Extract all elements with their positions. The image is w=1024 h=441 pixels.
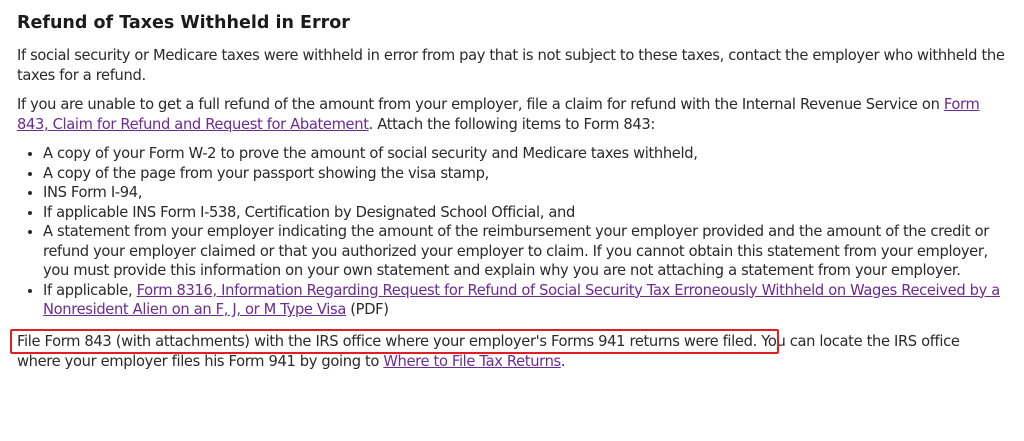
filing-paragraph-end: . xyxy=(560,352,566,370)
claim-paragraph-suffix: . Attach the following items to Form 843: xyxy=(368,116,656,133)
attachments-list xyxy=(17,144,1007,320)
claim-paragraph xyxy=(17,95,1007,135)
claim-paragraph-prefix: If you are unable to get a full refund of the amount from your employer, file a claim for refund with the Internal Revenue Service on xyxy=(17,96,944,113)
list-item xyxy=(43,281,1007,320)
form-843-link[interactable]: Form 843, Claim for Refund and Request for Abatement xyxy=(17,96,980,133)
filing-paragraph-middle: . You can locate the IRS office where your employer files his Form 941 by going to xyxy=(17,332,960,370)
list-item: • A copy of the page from your passport showing the visa stamp, xyxy=(43,164,1007,184)
item6-prefix: If applicable, xyxy=(43,281,137,299)
form-8316-link[interactable]: Form 8316, Information Regarding Request for Refund of Social Security Tax Erroneously Withheld on Wages Received by a Nonresident Alien on an F, J, or M Type Visa xyxy=(43,281,1000,318)
item6-suffix: (PDF) xyxy=(345,301,389,318)
list-item: • If applicable INS Form I-538, Certification by Designated School Official, and xyxy=(43,203,1007,223)
list-item: • INS Form I-94, xyxy=(43,183,1007,203)
highlighted-sentence: File Form 843 (with attachments) with the IRS office where your employer's Forms 941 returns were filed xyxy=(17,332,753,350)
list-item: • A copy of your Form W-2 to prove the amount of social security and Medicare taxes withheld, xyxy=(43,144,1007,164)
intro-paragraph: If social security or Medicare taxes were withheld in error from pay that is not subject to these taxes, contact the employer who withheld the taxes for a refund. xyxy=(17,47,1005,84)
filing-paragraph xyxy=(17,332,1007,372)
refund-section xyxy=(17,11,1007,381)
section-heading: Refund of Taxes Withheld in Error xyxy=(17,13,350,33)
where-to-file-link[interactable]: Where to File Tax Returns xyxy=(383,352,561,370)
list-item: • A statement from your employer indicating the amount of the reimbursement your employer provided and the amount of the credit or refund your employer claimed or that you authorized your employer to claim. If you cannot obtain this statement from your employer, you must provide this information on your own statement and explain why you are not attaching a statement from your employer. xyxy=(43,222,1007,281)
